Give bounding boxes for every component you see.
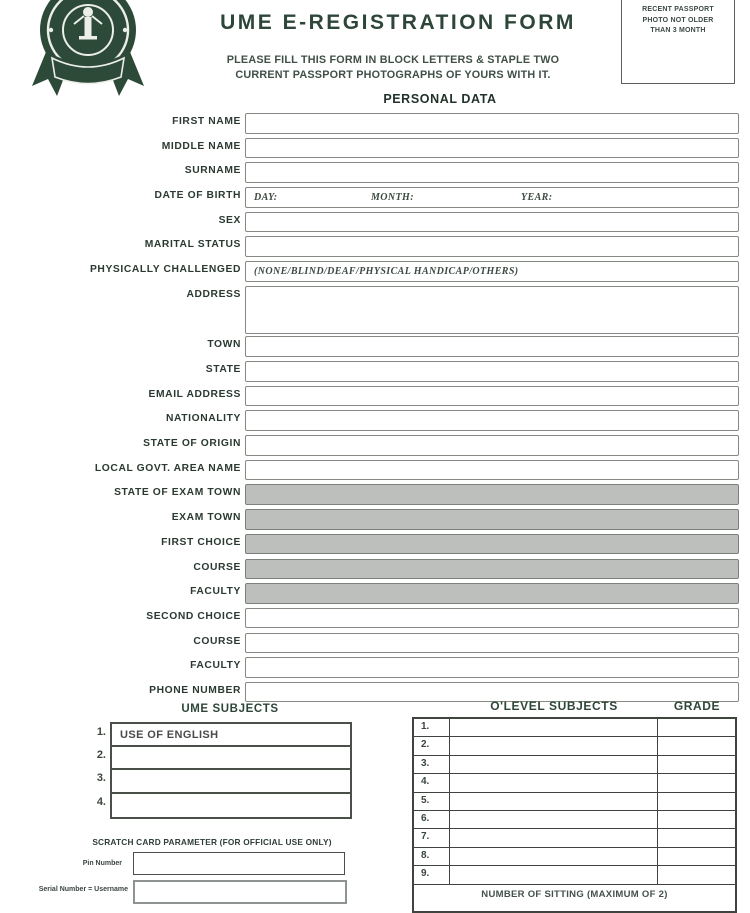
field-label-first-choice: FIRST CHOICE — [161, 536, 241, 548]
olevel-row-9 — [414, 866, 735, 884]
field-input-state-of-exam-town[interactable] — [245, 484, 739, 505]
field-label-faculty: FACULTY — [190, 586, 241, 598]
form-row-course-2 — [0, 633, 750, 658]
field-hint-physically-challenged-0: (NONE/BLIND/DEAF/PHYSICAL HANDICAP/OTHERS) — [254, 265, 519, 277]
field-input-course-2[interactable] — [245, 633, 739, 654]
form-row-sex — [0, 212, 750, 237]
olevel-footer-note: NUMBER OF SITTING (MAXIMUM OF 2) — [481, 888, 668, 900]
form-row-marital-status — [0, 236, 750, 261]
form-row-local-govt-area-name — [0, 460, 750, 485]
field-label-marital-status: MARITAL STATUS — [144, 239, 241, 251]
olevel-row-1 — [414, 719, 735, 737]
olevel-row-2 — [414, 737, 735, 755]
ume-row-number: 1. — [96, 726, 106, 738]
ume-subject-value: USE OF ENGLISH — [120, 728, 219, 741]
form-title: UME E-REGISTRATION FORM — [220, 11, 576, 34]
field-label-exam-town: EXAM TOWN — [171, 512, 241, 524]
field-input-middle-name[interactable] — [245, 138, 739, 159]
olevel-row-number: 6. — [414, 811, 450, 828]
olevel-grade-cell-5[interactable] — [657, 793, 735, 810]
olevel-row-8 — [414, 848, 735, 866]
form-row-date-of-birth — [0, 187, 750, 212]
form-row-surname — [0, 162, 750, 187]
olevel-row-number: 9. — [414, 866, 450, 883]
field-label-date-of-birth: DATE OF BIRTH — [154, 190, 241, 202]
olevel-row-3 — [414, 756, 735, 774]
field-input-sex[interactable] — [245, 212, 739, 233]
olevel-grade-cell-3[interactable] — [657, 756, 735, 773]
field-hint-date-of-birth-0: DAY: — [254, 191, 278, 203]
ume-row-number: 2. — [96, 749, 106, 762]
form-row-address — [0, 286, 750, 337]
field-label-state: STATE — [205, 364, 241, 375]
olevel-subject-cell-5[interactable] — [450, 793, 657, 810]
form-row-nationality — [0, 410, 750, 435]
field-label-first-name: FIRST NAME — [172, 116, 241, 127]
field-input-course[interactable] — [245, 559, 739, 580]
field-input-physically-challenged[interactable] — [245, 261, 739, 282]
field-input-faculty[interactable] — [245, 583, 739, 604]
form-row-course — [0, 559, 750, 584]
field-label-email-address: EMAIL ADDRESS — [148, 388, 241, 400]
personal-data-heading: PERSONAL DATA — [383, 92, 497, 106]
olevel-row-4 — [414, 774, 735, 792]
field-hint-date-of-birth-1: MONTH: — [371, 191, 414, 203]
form-row-town — [0, 336, 750, 361]
field-input-first-name[interactable] — [245, 113, 739, 134]
passport-photo-box — [621, 0, 735, 84]
form-row-state-of-origin — [0, 435, 750, 460]
field-label-sex: SEX — [218, 214, 241, 226]
field-input-state-of-origin[interactable] — [245, 435, 739, 456]
field-input-nationality[interactable] — [245, 410, 739, 431]
olevel-row-number: 3. — [414, 756, 450, 773]
olevel-subjects-heading: O'LEVEL SUBJECTS — [490, 699, 618, 713]
form-row-email-address — [0, 386, 750, 411]
field-label-state-of-origin: STATE OF ORIGIN — [143, 438, 241, 450]
olevel-grade-cell-9[interactable] — [657, 866, 735, 883]
olevel-row-5 — [414, 793, 735, 811]
olevel-subject-cell-4[interactable] — [450, 774, 657, 791]
form-row-faculty — [0, 583, 750, 608]
form-row-first-name — [0, 113, 750, 138]
olevel-grade-cell-4[interactable] — [657, 774, 735, 791]
scratch-card-heading: SCRATCH CARD PARAMETER (FOR OFFICIAL USE ONLY) — [92, 837, 332, 847]
instructions-line1: PLEASE FILL THIS FORM IN BLOCK LETTERS & STAPLE TWO — [226, 54, 560, 66]
pin-number-input[interactable] — [133, 852, 345, 875]
field-label-course-2: COURSE — [193, 635, 241, 647]
field-input-marital-status[interactable] — [245, 236, 739, 257]
ume-subjects-table — [110, 722, 352, 819]
olevel-subject-cell-7[interactable] — [450, 829, 657, 846]
field-input-local-govt-area-name[interactable] — [245, 460, 739, 481]
olevel-subject-cell-8[interactable] — [450, 848, 657, 865]
ume-subjects-numbers — [80, 722, 106, 815]
ume-subject-cell-1[interactable] — [112, 724, 350, 747]
form-row-second-choice — [0, 608, 750, 633]
form-row-first-choice — [0, 534, 750, 559]
olevel-row-number: 1. — [414, 719, 450, 736]
field-label-state-of-exam-town: STATE OF EXAM TOWN — [114, 487, 241, 499]
form-instructions — [168, 53, 618, 82]
form-row-exam-town — [0, 509, 750, 534]
field-input-address[interactable] — [245, 286, 739, 334]
olevel-row-number: 2. — [414, 737, 450, 754]
olevel-grade-cell-8[interactable] — [657, 848, 735, 865]
field-label-physically-challenged: PHYSICALLY CHALLENGED — [89, 264, 241, 276]
olevel-grade-heading: GRADE — [673, 699, 721, 713]
form-row-middle-name — [0, 138, 750, 163]
serial-number-input[interactable] — [133, 880, 347, 904]
olevel-row-number: 8. — [414, 848, 450, 865]
olevel-subject-cell-3[interactable] — [450, 756, 657, 773]
field-input-first-choice[interactable] — [245, 534, 739, 555]
ume-row-number: 3. — [96, 772, 106, 785]
olevel-row-7 — [414, 829, 735, 847]
field-label-faculty-2: FACULTY — [190, 660, 241, 672]
olevel-subjects-table — [412, 717, 737, 913]
field-label-surname: SURNAME — [184, 165, 241, 177]
field-label-middle-name: MIDDLE NAME — [161, 140, 241, 152]
field-hint-date-of-birth-2: YEAR: — [521, 191, 553, 203]
form-row-faculty-2 — [0, 657, 750, 682]
field-input-email-address[interactable] — [245, 386, 739, 407]
field-input-town[interactable] — [245, 336, 739, 357]
ume-row-number: 4. — [96, 795, 106, 808]
field-label-second-choice: SECOND CHOICE — [146, 610, 241, 622]
olevel-row-number: 7. — [414, 829, 450, 846]
olevel-subject-cell-9[interactable] — [450, 866, 657, 883]
olevel-subject-cell-2[interactable] — [450, 737, 657, 754]
field-input-exam-town[interactable] — [245, 509, 739, 530]
field-input-surname[interactable] — [245, 162, 739, 183]
olevel-grade-cell-1[interactable] — [657, 719, 735, 736]
olevel-row-number: 4. — [414, 774, 450, 791]
passport-photo-note: RECENT PASSPORT PHOTO NOT OLDER THAN 3 MONTH — [642, 6, 714, 34]
olevel-grade-cell-6[interactable] — [657, 811, 735, 828]
ume-subject-cell-3[interactable] — [112, 770, 350, 793]
olevel-grade-cell-2[interactable] — [657, 737, 735, 754]
ume-subject-cell-4[interactable] — [112, 794, 350, 817]
field-label-local-govt-area-name: LOCAL GOVT. AREA NAME — [94, 462, 241, 474]
form-row-physically-challenged — [0, 261, 750, 286]
field-label-phone-number: PHONE NUMBER — [149, 684, 241, 696]
olevel-grade-cell-7[interactable] — [657, 829, 735, 846]
olevel-subject-cell-6[interactable] — [450, 811, 657, 828]
field-label-address: ADDRESS — [186, 288, 241, 300]
field-label-course: COURSE — [193, 561, 241, 573]
pin-number-label: Pin Number — [82, 860, 122, 867]
olevel-row-6 — [414, 811, 735, 829]
instructions-line2: CURRENT PASSPORT PHOTOGRAPHS OF YOURS WITH IT. — [235, 68, 551, 81]
ume-subjects-heading: UME SUBJECTS — [181, 703, 279, 715]
serial-number-label: Serial Number = Username — [38, 886, 128, 893]
field-input-faculty-2[interactable] — [245, 657, 739, 678]
field-input-date-of-birth[interactable] — [245, 187, 739, 208]
jamb-crest-logo — [22, 0, 154, 100]
ume-subject-cell-2[interactable] — [112, 747, 350, 770]
field-label-town: TOWN — [207, 339, 241, 351]
olevel-subject-cell-1[interactable] — [450, 719, 657, 736]
olevel-row-number: 5. — [414, 793, 450, 810]
personal-data-fields — [0, 113, 750, 707]
field-input-second-choice[interactable] — [245, 608, 739, 629]
field-input-state[interactable] — [245, 361, 739, 382]
field-label-nationality: NATIONALITY — [165, 413, 241, 425]
form-row-state-of-exam-town — [0, 484, 750, 509]
form-row-state — [0, 361, 750, 386]
